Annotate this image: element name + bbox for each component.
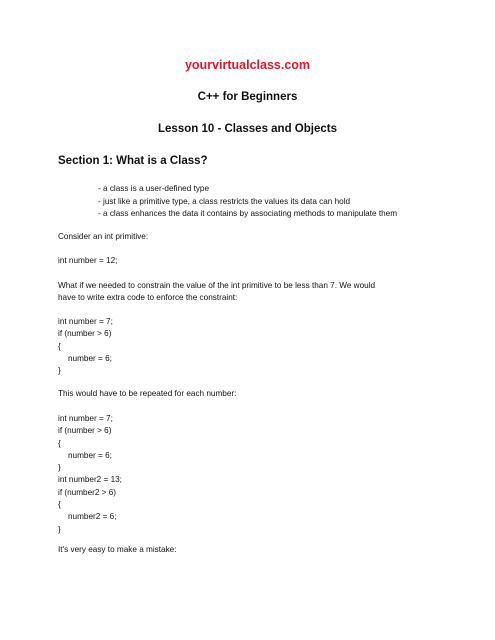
code-line: { [58, 438, 61, 448]
code-line: int number = 7; [58, 414, 113, 423]
code-line: if (number > 6) [58, 329, 112, 339]
paragraph-line: What if we needed to constrain the value of the int primitive to be less than 7. We would [58, 281, 376, 290]
list-item: - a class enhances the data it contains by associating methods to manipulate them [98, 209, 398, 218]
code-line: } [58, 524, 61, 534]
code-line: } [58, 366, 61, 376]
repeat-text: This would have to be repeated for each number: [58, 389, 237, 398]
code-line: int number = 7; [58, 317, 113, 326]
code-line: if (number > 6) [58, 426, 112, 436]
bullet-list [98, 183, 397, 221]
section-heading: Section 1: What is a Class? [58, 155, 208, 167]
code-line: number2 = 6; [68, 512, 117, 522]
course-title: C++ for Beginners [197, 91, 298, 103]
lesson-title: Lesson 10 - Classes and Objects [158, 123, 337, 135]
site-name: yourvirtualclass.com [184, 58, 311, 72]
code-block-1 [58, 316, 113, 377]
code-line: int number = 12; [58, 256, 118, 265]
code-line: { [58, 341, 61, 351]
code-line: { [58, 500, 61, 510]
consider-text: Consider an int primitive: [58, 232, 149, 241]
code-block-2 [58, 413, 122, 536]
paragraph-line: have to write extra code to enforce the constraint: [58, 293, 238, 302]
list-item: - just like a primitive type, a class restricts the values its data can hold [98, 196, 351, 206]
mistake-text: It's very easy to make a mistake: [58, 545, 177, 554]
code-line: if (number2 > 6) [58, 487, 117, 497]
code-line: int number2 = 13; [58, 475, 122, 485]
code-line: number = 6; [68, 353, 112, 363]
code-line: number = 6; [68, 450, 112, 460]
code-line: } [58, 463, 61, 473]
list-item: - a class is a user-defined type [98, 184, 210, 193]
